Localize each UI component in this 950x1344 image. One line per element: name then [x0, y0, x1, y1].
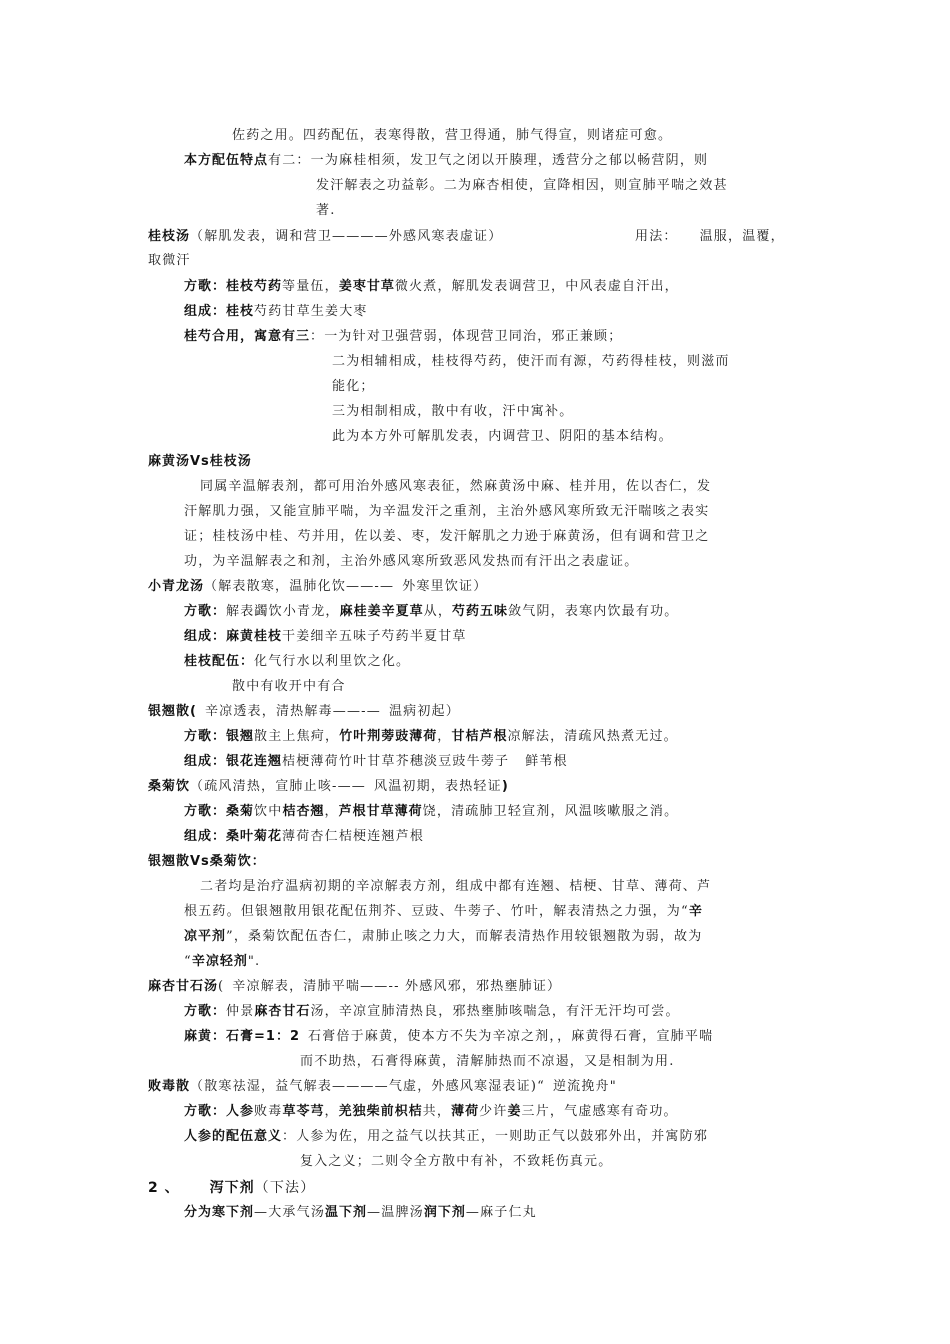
section-heading: 银翘散Vs桑菊饮： — [148, 854, 266, 869]
formula-song: 方歌：桑菊饮中桔杏翘，芦根甘草薄荷饶，清疏肺卫轻宣剂，风温咳嗽服之消。 — [184, 804, 679, 819]
formula-song: 方歌：银翘散主上焦疴，竹叶荆蒡豉薄荷，甘桔芦根凉解法，清疏风热煮无过。 — [184, 729, 678, 744]
text-line: 桂枝配伍：化气行水以利里饮之化。 — [184, 654, 411, 669]
section-heading: 麻杏甘石汤( 辛凉解表，清肺平喘——-- 外感风邪，邪热壅肺证） — [148, 979, 562, 994]
formula-song: 方歌：解表蠲饮小青龙，麻桂姜辛夏草从，芍药五味敛气阴，表寒内饮最有功。 — [184, 604, 679, 619]
text-line: 而不助热，石膏得麻黄，清解肺热而不凉遏，又是相制为用. — [300, 1054, 675, 1069]
text-line: 三为相制相成，散中有收，汗中寓补。 — [332, 404, 574, 419]
text-line: 人参的配伍意义：人参为佐，用之益气以扶其正，一则助正气以鼓邪外出，并寓防邪 — [184, 1129, 709, 1144]
text-line: 取微汗 — [148, 253, 191, 268]
formula-song: 方歌：人参败毒草苓芎，羌独柴前枳桔共，薄荷少许姜三片，气虚感寒有奇功。 — [184, 1104, 678, 1119]
composition-line: 组成：银花连翘桔梗薄荷竹叶甘草芥穗淡豆豉牛蒡子 鲜苇根 — [184, 754, 568, 769]
section-heading: 桂枝汤（解肌发表，调和营卫————外感风寒表虚证） — [148, 229, 503, 244]
text-line: 桂芍合用，寓意有三：一为针对卫强营弱，体现营卫同治，邪正兼顾； — [184, 329, 623, 344]
text-line: 佐药之用。四药配伍，表寒得散，营卫得通，肺气得宣，则诸症可愈。 — [232, 128, 673, 143]
formula-song: 方歌：桂枝芍药等量伍，姜枣甘草微火煮，解肌发表调营卫，中风表虚自汗出， — [184, 279, 679, 294]
composition-line: 组成：桑叶菊花薄荷杏仁桔梗连翘芦根 — [184, 829, 425, 844]
text-line: 散中有收开中有合 — [232, 679, 346, 694]
section-heading: 小青龙汤（解表散寒，温肺化饮——-— 外寒里饮证） — [148, 579, 488, 594]
section-heading: 桑菊饮（疏风清热，宣肺止咳-—— 风温初期，表热轻证) — [148, 779, 509, 794]
formula-song: 方歌：仲景麻杏甘石汤，辛凉宣肺清热良，邪热壅肺咳喘急，有汗无汗均可尝。 — [184, 1004, 680, 1019]
text-line: 二者均是治疗温病初期的辛凉解表方剂，组成中都有连翘、桔梗、甘草、薄荷、芦 — [200, 879, 712, 894]
text-line: 根五药。但银翘散用银花配伍荆芥、豆豉、牛蒡子、竹叶，解表清热之力强，为“辛 — [184, 904, 703, 919]
chapter-heading: 2 、 泻下剂（下法） — [148, 1180, 316, 1196]
text-line: 功，为辛温解表之和剂，主治外感风寒所致恶风发热而有汗出之表虚证。 — [184, 554, 639, 569]
section-heading: 麻黄汤Vs桂枝汤 — [148, 454, 252, 469]
text-line: 本方配伍特点有二：一为麻桂相须，发卫气之闭以开腠理，透营分之郁以畅营阴，则 — [184, 153, 709, 168]
text-line: 发汗解表之功益彰。二为麻杏相使，宣降相因，则宣肺平喘之效甚 — [316, 178, 728, 193]
text-line: 著. — [316, 203, 336, 218]
text-line: 麻黄：石膏=1：2 石膏倍于麻黄，使本方不失为辛凉之剂，，麻黄得石膏，宣肺平喘 — [184, 1029, 714, 1044]
usage-note: 用法： 温服，温覆， — [635, 229, 785, 244]
section-heading: 败毒散（散寒祛湿，益气解表————气虚，外感风寒湿表证)“ 逆流挽舟" — [148, 1079, 617, 1094]
text-line: 复入之义；二则令全方散中有补，不致耗伤真元。 — [300, 1154, 613, 1169]
text-line: 二为相辅相成，桂枝得芍药，使汗而有源，芍药得桂枝，则滋而 — [332, 354, 730, 369]
text-line: 证；桂枝汤中桂、芍并用，佐以姜、枣，发汗解肌之力逊于麻黄汤，但有调和营卫之 — [184, 529, 710, 544]
text-line: 同属辛温解表剂，都可用治外感风寒表征，然麻黄汤中麻、桂并用，佐以杏仁，发 — [200, 479, 712, 494]
section-heading: 银翘散( 辛凉透表，清热解毒——-— 温病初起） — [148, 704, 460, 719]
text-line: 汗解肌力强，又能宣肺平喘，为辛温发汗之重剂，主治外感风寒所致无汗喘咳之表实 — [184, 504, 710, 519]
composition-line: 组成：麻黄桂枝干姜细辛五味子芍药半夏甘草 — [184, 629, 467, 644]
text-line: 能化； — [332, 379, 375, 394]
text-line: 凉平剂”，桑菊饮配伍杏仁，肃肺止咳之力大，而解表清热作用较银翘散为弱，故为 — [184, 929, 703, 944]
text-line: 此为本方外可解肌发表，内调营卫、阴阳的基本结构。 — [332, 429, 673, 444]
composition-line: 组成：桂枝芍药甘草生姜大枣 — [184, 304, 368, 319]
text-line: “辛凉轻剂". — [184, 954, 261, 969]
text-line: 分为寒下剂—大承气汤温下剂—温脾汤润下剂—麻子仁丸 — [184, 1205, 537, 1220]
